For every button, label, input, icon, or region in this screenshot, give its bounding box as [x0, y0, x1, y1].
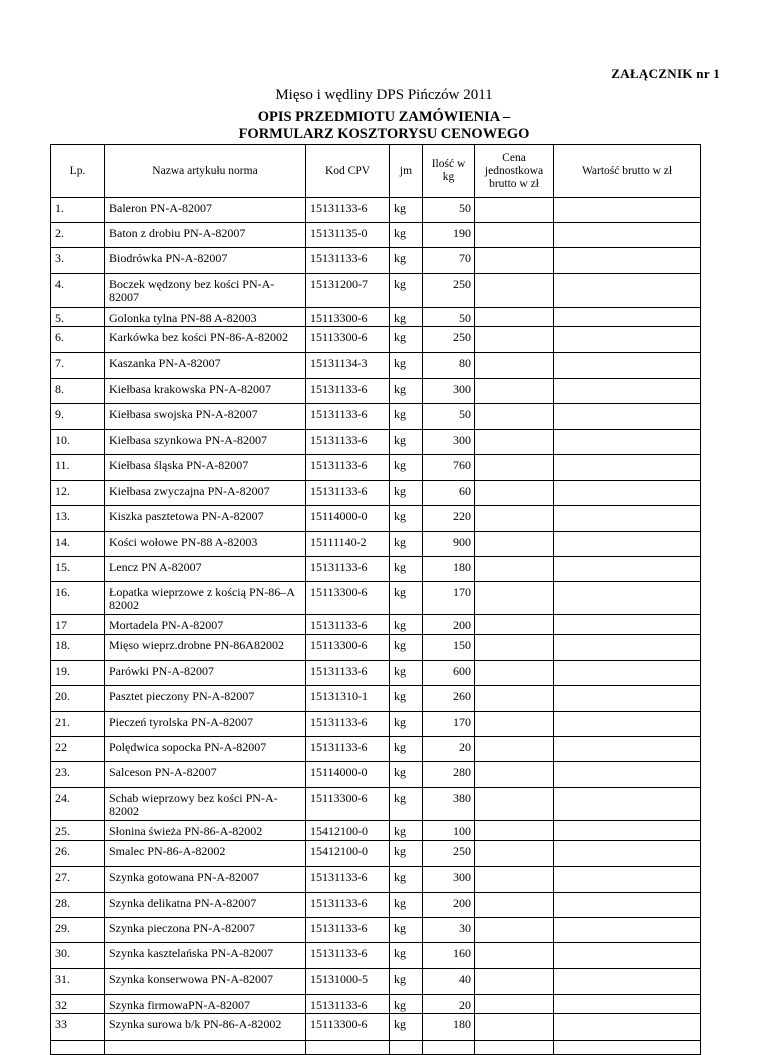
- cell-qty: 900: [423, 532, 475, 557]
- cell-qty: 300: [423, 430, 475, 455]
- cell-lp: 22: [51, 737, 105, 762]
- cell-price: [475, 481, 554, 506]
- cell-price: [475, 223, 554, 248]
- cell-name: Kiełbasa zwyczajna PN-A-82007: [105, 481, 306, 506]
- cell-lp: 24.: [51, 788, 105, 821]
- table-row: [51, 943, 701, 969]
- header-name: Nazwa artykułu norma: [105, 145, 306, 198]
- cell-lp: 13.: [51, 506, 105, 532]
- cell-qty: 40: [423, 969, 475, 995]
- cell-name: Baton z drobiu PN-A-82007: [105, 223, 306, 248]
- cell-lp: 11.: [51, 455, 105, 481]
- cell-name: Parówki PN-A-82007: [105, 661, 306, 686]
- table-row: [51, 404, 701, 430]
- cell-lp: 4.: [51, 274, 105, 308]
- cell-unit: kg: [390, 198, 423, 223]
- cell-unit: kg: [390, 274, 423, 308]
- cell-cpv: 15113300-6: [306, 327, 390, 353]
- table-row: [51, 481, 701, 506]
- cell-unit: kg: [390, 248, 423, 274]
- cell-unit: kg: [390, 995, 423, 1014]
- cell-qty: 300: [423, 379, 475, 404]
- cell-value: [554, 353, 701, 379]
- cell-qty: 760: [423, 455, 475, 481]
- cell-cpv: 15131133-6: [306, 379, 390, 404]
- cell-name: Szynka konserwowa PN-A-82007: [105, 969, 306, 995]
- cell-value: [554, 430, 701, 455]
- cell-unit: kg: [390, 379, 423, 404]
- subtitle-line-2: FORMULARZ KOSZTORYSU CENOWEGO: [238, 126, 530, 142]
- cell-unit: kg: [390, 788, 423, 821]
- cell-cpv: 15114000-0: [306, 762, 390, 788]
- table-row: [51, 379, 701, 404]
- cell-cpv: 15114000-0: [306, 506, 390, 532]
- cell-lp: 18.: [51, 635, 105, 661]
- cell-value: [554, 532, 701, 557]
- cell-cpv: 15131133-6: [306, 943, 390, 969]
- cell-price: [475, 506, 554, 532]
- cell-value: [554, 481, 701, 506]
- table-row: [51, 712, 701, 737]
- cell-unit: kg: [390, 1014, 423, 1041]
- cell-value: [554, 327, 701, 353]
- cell-unit: kg: [390, 661, 423, 686]
- cell-qty: 380: [423, 788, 475, 821]
- cell-lp: 8.: [51, 379, 105, 404]
- cell-cpv: 15131133-6: [306, 615, 390, 635]
- table-row: [51, 737, 701, 762]
- table-row: [51, 506, 701, 532]
- cell-price: [475, 821, 554, 841]
- cell-value: [554, 712, 701, 737]
- table-row: [51, 788, 701, 821]
- cell-unit: kg: [390, 712, 423, 737]
- cell-unit: kg: [390, 943, 423, 969]
- cell-price: [475, 1014, 554, 1041]
- cell-price: [475, 841, 554, 867]
- cell-qty: 300: [423, 867, 475, 893]
- cell-price: [475, 712, 554, 737]
- cell-unit: kg: [390, 969, 423, 995]
- cell-cpv: 15113300-6: [306, 308, 390, 327]
- cell-lp: 30.: [51, 943, 105, 969]
- cell-value: [554, 969, 701, 995]
- cell-cpv: 15131133-6: [306, 867, 390, 893]
- empty-cell: [423, 1041, 475, 1055]
- header-price: Cena jednostkowa brutto w zł: [475, 145, 554, 198]
- cell-price: [475, 918, 554, 943]
- cell-unit: kg: [390, 918, 423, 943]
- cell-name: Kości wołowe PN-88 A-82003: [105, 532, 306, 557]
- cell-value: [554, 841, 701, 867]
- cell-cpv: 15131133-6: [306, 248, 390, 274]
- table-row: [51, 274, 701, 308]
- table-row: [51, 1014, 701, 1041]
- cell-value: [554, 737, 701, 762]
- cell-qty: 50: [423, 198, 475, 223]
- cell-value: [554, 686, 701, 712]
- table-row: [51, 557, 701, 582]
- cell-value: [554, 762, 701, 788]
- cell-qty: 200: [423, 893, 475, 918]
- cell-unit: kg: [390, 223, 423, 248]
- cell-qty: 250: [423, 274, 475, 308]
- cell-value: [554, 918, 701, 943]
- cell-lp: 17: [51, 615, 105, 635]
- cell-name: Golonka tylna PN-88 A-82003: [105, 308, 306, 327]
- cell-cpv: 15412100-0: [306, 821, 390, 841]
- cell-qty: 50: [423, 308, 475, 327]
- empty-cell: [390, 1041, 423, 1055]
- cell-price: [475, 353, 554, 379]
- cell-qty: 50: [423, 404, 475, 430]
- cell-cpv: 15131133-6: [306, 557, 390, 582]
- cell-unit: kg: [390, 615, 423, 635]
- cell-lp: 26.: [51, 841, 105, 867]
- table-row: [51, 995, 701, 1014]
- cell-unit: kg: [390, 430, 423, 455]
- cell-unit: kg: [390, 532, 423, 557]
- cell-name: Kiełbasa swojska PN-A-82007: [105, 404, 306, 430]
- table-row: [51, 762, 701, 788]
- empty-cell: [554, 1041, 701, 1055]
- cell-qty: 180: [423, 1014, 475, 1041]
- cell-cpv: 15113300-6: [306, 582, 390, 615]
- cell-value: [554, 198, 701, 223]
- cell-unit: kg: [390, 404, 423, 430]
- cell-name: Smalec PN-86-A-82002: [105, 841, 306, 867]
- cell-cpv: 15131133-6: [306, 893, 390, 918]
- cell-name: Szynka pieczona PN-A-82007: [105, 918, 306, 943]
- cell-unit: kg: [390, 867, 423, 893]
- cell-unit: kg: [390, 737, 423, 762]
- cell-name: Pieczeń tyrolska PN-A-82007: [105, 712, 306, 737]
- cell-cpv: 15131133-6: [306, 661, 390, 686]
- table-row: [51, 635, 701, 661]
- cell-price: [475, 455, 554, 481]
- cell-cpv: 15131133-6: [306, 198, 390, 223]
- cell-unit: kg: [390, 893, 423, 918]
- cell-price: [475, 404, 554, 430]
- cell-qty: 70: [423, 248, 475, 274]
- table-row: [51, 867, 701, 893]
- cell-price: [475, 557, 554, 582]
- cell-cpv: 15131133-6: [306, 430, 390, 455]
- cell-qty: 60: [423, 481, 475, 506]
- empty-cell: [51, 1041, 105, 1055]
- header-qty: Ilość w kg: [423, 145, 475, 198]
- cell-qty: 190: [423, 223, 475, 248]
- cell-cpv: 15131134-3: [306, 353, 390, 379]
- cell-lp: 33: [51, 1014, 105, 1041]
- cell-price: [475, 969, 554, 995]
- cell-value: [554, 788, 701, 821]
- cell-value: [554, 615, 701, 635]
- cell-value: [554, 661, 701, 686]
- cell-lp: 6.: [51, 327, 105, 353]
- header-value: Wartość brutto w zł: [554, 145, 701, 198]
- cell-unit: kg: [390, 455, 423, 481]
- table-row: [51, 430, 701, 455]
- cell-price: [475, 532, 554, 557]
- table-row: [51, 893, 701, 918]
- cell-cpv: 15131133-6: [306, 995, 390, 1014]
- cell-name: Szynka gotowana PN-A-82007: [105, 867, 306, 893]
- cell-qty: 280: [423, 762, 475, 788]
- cell-name: Kiełbasa krakowska PN-A-82007: [105, 379, 306, 404]
- cell-lp: 9.: [51, 404, 105, 430]
- cell-price: [475, 867, 554, 893]
- cell-cpv: 15131133-6: [306, 481, 390, 506]
- table-row: [51, 918, 701, 943]
- cell-name: Pasztet pieczony PN-A-82007: [105, 686, 306, 712]
- cell-lp: 31.: [51, 969, 105, 995]
- cell-value: [554, 557, 701, 582]
- cell-price: [475, 379, 554, 404]
- cell-lp: 1.: [51, 198, 105, 223]
- cell-cpv: 15131000-5: [306, 969, 390, 995]
- cell-qty: 100: [423, 821, 475, 841]
- table-row: [51, 532, 701, 557]
- cell-name: Boczek wędzony bez kości PN-A-82007: [105, 274, 306, 308]
- cell-price: [475, 308, 554, 327]
- cell-price: [475, 762, 554, 788]
- empty-cell: [105, 1041, 306, 1055]
- table-row: [51, 841, 701, 867]
- cell-unit: kg: [390, 821, 423, 841]
- cell-price: [475, 615, 554, 635]
- cell-price: [475, 248, 554, 274]
- cell-name: Szynka kasztelańska PN-A-82007: [105, 943, 306, 969]
- cell-value: [554, 404, 701, 430]
- order-table: [50, 144, 701, 1055]
- cell-unit: kg: [390, 762, 423, 788]
- cell-lp: 12.: [51, 481, 105, 506]
- cell-name: Łopatka wieprzowe z kością PN-86–A 82002: [105, 582, 306, 615]
- table-row: [51, 223, 701, 248]
- cell-name: Kaszanka PN-A-82007: [105, 353, 306, 379]
- table-row: [51, 615, 701, 635]
- cell-unit: kg: [390, 841, 423, 867]
- cell-name: Kiełbasa szynkowa PN-A-82007: [105, 430, 306, 455]
- cell-cpv: 15131200-7: [306, 274, 390, 308]
- cell-value: [554, 248, 701, 274]
- cell-unit: kg: [390, 635, 423, 661]
- table-row: [51, 248, 701, 274]
- cell-qty: 170: [423, 712, 475, 737]
- cell-unit: kg: [390, 353, 423, 379]
- cell-cpv: 15131135-0: [306, 223, 390, 248]
- cell-unit: kg: [390, 327, 423, 353]
- page-title: Mięso i wędliny DPS Pińczów 2011: [275, 87, 493, 103]
- cell-value: [554, 821, 701, 841]
- cell-cpv: 15113300-6: [306, 788, 390, 821]
- cell-value: [554, 379, 701, 404]
- cell-cpv: 15131133-6: [306, 918, 390, 943]
- cell-cpv: 15113300-6: [306, 1014, 390, 1041]
- cell-unit: kg: [390, 481, 423, 506]
- cell-lp: 7.: [51, 353, 105, 379]
- cell-price: [475, 327, 554, 353]
- cell-value: [554, 582, 701, 615]
- page-subtitle: [0, 109, 768, 143]
- cell-cpv: 15131133-6: [306, 737, 390, 762]
- table-row: [51, 582, 701, 615]
- cell-cpv: 15111140-2: [306, 532, 390, 557]
- cell-price: [475, 737, 554, 762]
- table-row: [51, 198, 701, 223]
- cell-cpv: 15131133-6: [306, 404, 390, 430]
- table-row: [51, 353, 701, 379]
- cell-lp: 28.: [51, 893, 105, 918]
- cell-qty: 20: [423, 737, 475, 762]
- cell-unit: kg: [390, 506, 423, 532]
- cell-name: Mortadela PN-A-82007: [105, 615, 306, 635]
- cell-name: Szynka delikatna PN-A-82007: [105, 893, 306, 918]
- cell-price: [475, 943, 554, 969]
- cell-price: [475, 430, 554, 455]
- cell-lp: 32: [51, 995, 105, 1014]
- cell-name: Baleron PN-A-82007: [105, 198, 306, 223]
- cell-value: [554, 274, 701, 308]
- cell-name: Karkówka bez kości PN-86-A-82002: [105, 327, 306, 353]
- subtitle-line-1: OPIS PRZEDMIOTU ZAMÓWIENIA –: [257, 109, 511, 125]
- table-row: [51, 327, 701, 353]
- cell-value: [554, 635, 701, 661]
- cell-value: [554, 893, 701, 918]
- cell-qty: 160: [423, 943, 475, 969]
- header-cpv: Kod CPV: [306, 145, 390, 198]
- cell-value: [554, 506, 701, 532]
- cell-qty: 80: [423, 353, 475, 379]
- cell-value: [554, 308, 701, 327]
- cell-lp: 2.: [51, 223, 105, 248]
- cell-lp: 21.: [51, 712, 105, 737]
- cell-name: Salceson PN-A-82007: [105, 762, 306, 788]
- cell-value: [554, 995, 701, 1014]
- table-row: [51, 661, 701, 686]
- cell-qty: 30: [423, 918, 475, 943]
- cell-qty: 200: [423, 615, 475, 635]
- cell-lp: 29.: [51, 918, 105, 943]
- cell-qty: 180: [423, 557, 475, 582]
- cell-qty: 150: [423, 635, 475, 661]
- cell-value: [554, 1014, 701, 1041]
- cell-lp: 27.: [51, 867, 105, 893]
- cell-unit: kg: [390, 557, 423, 582]
- cell-qty: 170: [423, 582, 475, 615]
- cell-lp: 15.: [51, 557, 105, 582]
- table-row: [51, 686, 701, 712]
- cell-name: Szynka firmowaPN-A-82007: [105, 995, 306, 1014]
- cell-price: [475, 274, 554, 308]
- cell-cpv: 15412100-0: [306, 841, 390, 867]
- cell-price: [475, 635, 554, 661]
- cell-price: [475, 788, 554, 821]
- header-unit: jm: [390, 145, 423, 198]
- cell-value: [554, 867, 701, 893]
- cell-value: [554, 455, 701, 481]
- attachment-label: ZAŁĄCZNIK nr 1: [611, 66, 720, 81]
- cell-lp: 25.: [51, 821, 105, 841]
- cell-price: [475, 198, 554, 223]
- table-row-empty: [51, 1041, 701, 1055]
- cell-value: [554, 943, 701, 969]
- cell-cpv: 15131133-6: [306, 712, 390, 737]
- header-lp: Lp.: [51, 145, 105, 198]
- cell-lp: 20.: [51, 686, 105, 712]
- empty-cell: [475, 1041, 554, 1055]
- cell-qty: 250: [423, 841, 475, 867]
- cell-name: Kiełbasa śląska PN-A-82007: [105, 455, 306, 481]
- cell-name: Lencz PN A-82007: [105, 557, 306, 582]
- cell-value: [554, 223, 701, 248]
- cell-cpv: 15131310-1: [306, 686, 390, 712]
- cell-lp: 3.: [51, 248, 105, 274]
- cell-lp: 23.: [51, 762, 105, 788]
- cell-price: [475, 582, 554, 615]
- cell-lp: 16.: [51, 582, 105, 615]
- table-row: [51, 969, 701, 995]
- cell-qty: 260: [423, 686, 475, 712]
- cell-price: [475, 661, 554, 686]
- cell-qty: 600: [423, 661, 475, 686]
- cell-price: [475, 893, 554, 918]
- cell-unit: kg: [390, 582, 423, 615]
- cell-name: Schab wieprzowy bez kości PN-A-82002: [105, 788, 306, 821]
- cell-lp: 5.: [51, 308, 105, 327]
- cell-price: [475, 686, 554, 712]
- cell-name: Biodrówka PN-A-82007: [105, 248, 306, 274]
- cell-cpv: 15131133-6: [306, 455, 390, 481]
- table-row: [51, 821, 701, 841]
- table-row: [51, 455, 701, 481]
- cell-lp: 10.: [51, 430, 105, 455]
- cell-price: [475, 995, 554, 1014]
- table-row: [51, 308, 701, 327]
- table-header-row: [51, 145, 701, 198]
- cell-name: Szynka surowa b/k PN-86-A-82002: [105, 1014, 306, 1041]
- cell-name: Kiszka pasztetowa PN-A-82007: [105, 506, 306, 532]
- cell-unit: kg: [390, 686, 423, 712]
- empty-cell: [306, 1041, 390, 1055]
- cell-qty: 220: [423, 506, 475, 532]
- cell-cpv: 15113300-6: [306, 635, 390, 661]
- cell-name: Polędwica sopocka PN-A-82007: [105, 737, 306, 762]
- cell-lp: 19.: [51, 661, 105, 686]
- cell-unit: kg: [390, 308, 423, 327]
- cell-name: Słonina świeża PN-86-A-82002: [105, 821, 306, 841]
- cell-lp: 14.: [51, 532, 105, 557]
- cell-name: Mięso wieprz.drobne PN-86A82002: [105, 635, 306, 661]
- cell-qty: 250: [423, 327, 475, 353]
- cell-qty: 20: [423, 995, 475, 1014]
